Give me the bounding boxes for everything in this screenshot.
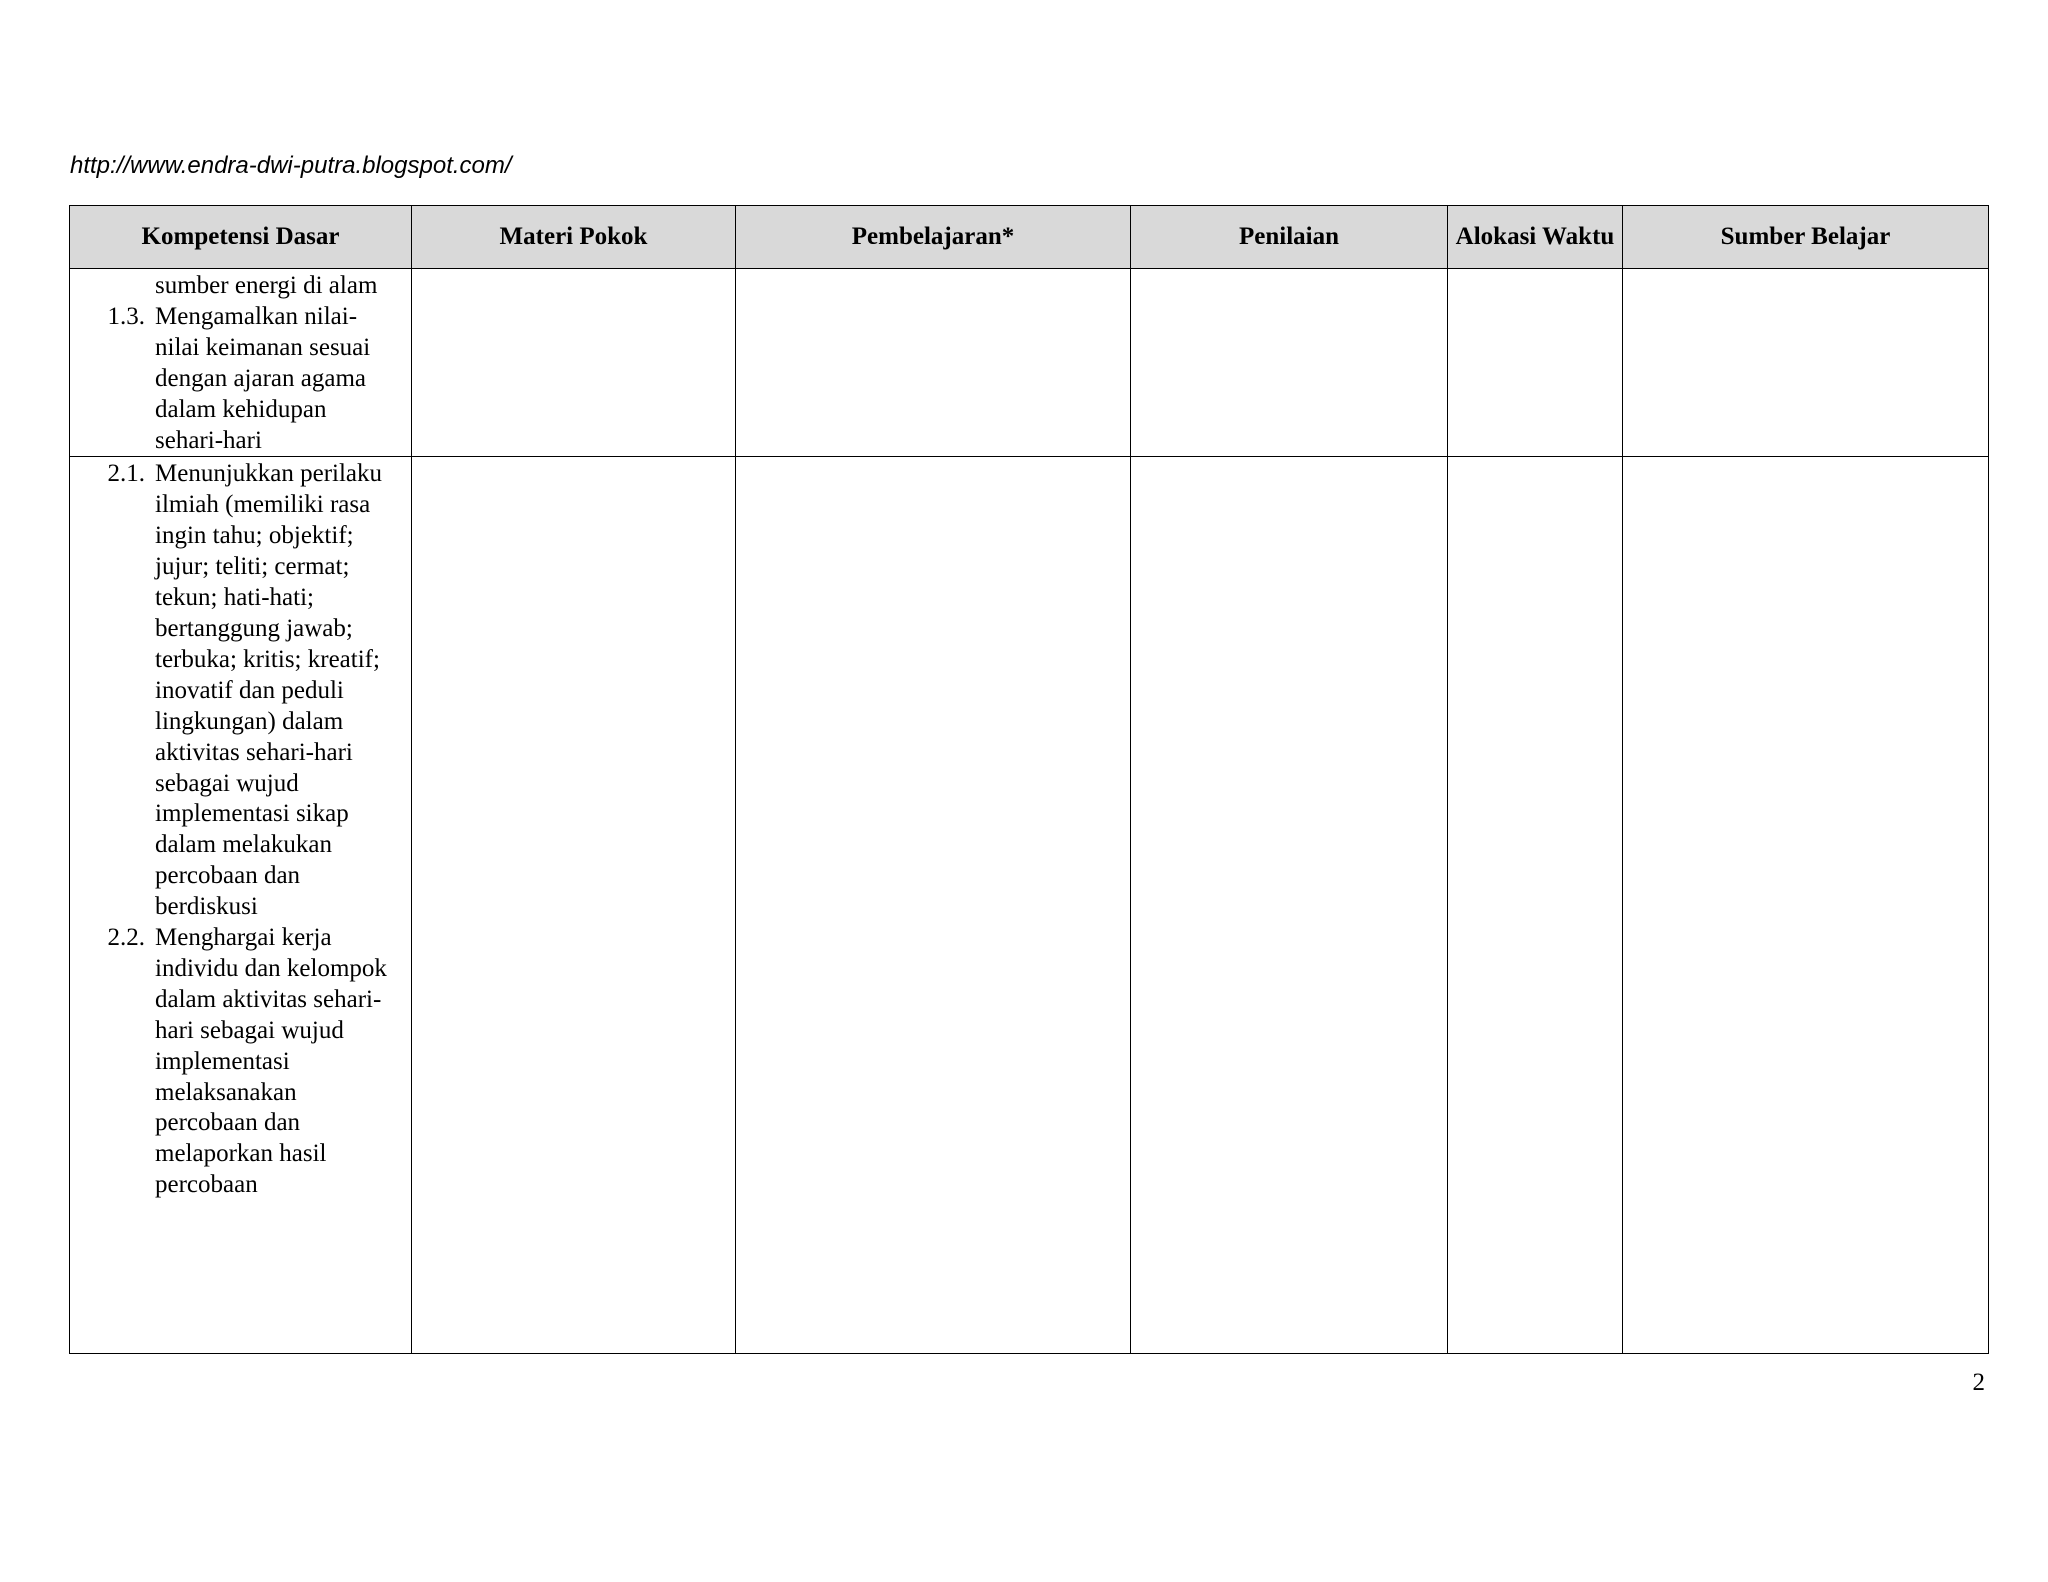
column-header-alokasi-waktu: Alokasi Waktu <box>1448 206 1623 269</box>
table-row <box>70 269 1989 457</box>
kd-number: 1.3. <box>107 302 145 330</box>
kd-number: 2.1. <box>107 460 145 488</box>
source-url: http://www.endra-dwi-putra.blogspot.com/ <box>70 152 512 179</box>
continued-text: sumber energi di alam <box>155 272 378 299</box>
table-header-row <box>70 206 1989 269</box>
pembelajaran-cell <box>736 269 1131 457</box>
kd-text: Menghargai kerja individu dan kelompok dalam aktivitas sehari-hari sebagai wujud implementasi melaksanakan percobaan dan melaporkan hasil percobaan <box>155 924 387 1199</box>
alokasi-waktu-cell <box>1448 457 1623 1354</box>
column-header-materi-pokok: Materi Pokok <box>412 206 736 269</box>
kd-item <box>70 923 411 1201</box>
column-header-pembelajaran: Pembelajaran* <box>736 206 1131 269</box>
column-header-kompetensi-dasar: Kompetensi Dasar <box>70 206 412 269</box>
syllabus-table <box>69 205 1989 1354</box>
kompetensi-dasar-cell <box>70 269 412 457</box>
alokasi-waktu-cell <box>1448 269 1623 457</box>
kd-text: Mengamalkan nilai-nilai keimanan sesuai dengan ajaran agama dalam kehidupan sehari-hari <box>155 302 371 454</box>
sumber-belajar-cell <box>1623 269 1989 457</box>
table-row <box>70 457 1989 1354</box>
kd-text: Menunjukkan perilaku ilmiah (memiliki rasa ingin tahu; objektif; jujur; teliti; cermat; tekun; hati-hati; bertanggung jawab; terbuka; kritis; kreatif; inovatif dan peduli lingkungan) dalam aktivitas sehari-hari sebagai wujud implementasi sikap dalam melakukan percobaan dan berdiskusi <box>155 460 383 921</box>
penilaian-cell <box>1131 457 1448 1354</box>
kd-item <box>70 459 411 923</box>
kd-item <box>70 302 411 457</box>
materi-pokok-cell <box>412 269 736 457</box>
page-number: 2 <box>1972 1369 1985 1396</box>
kd-number: 2.2. <box>107 924 145 952</box>
column-header-penilaian: Penilaian <box>1131 206 1448 269</box>
materi-pokok-cell <box>412 457 736 1354</box>
column-header-sumber-belajar: Sumber Belajar <box>1623 206 1989 269</box>
penilaian-cell <box>1131 269 1448 457</box>
pembelajaran-cell <box>736 457 1131 1354</box>
sumber-belajar-cell <box>1623 457 1989 1354</box>
kompetensi-dasar-cell <box>70 457 412 1354</box>
